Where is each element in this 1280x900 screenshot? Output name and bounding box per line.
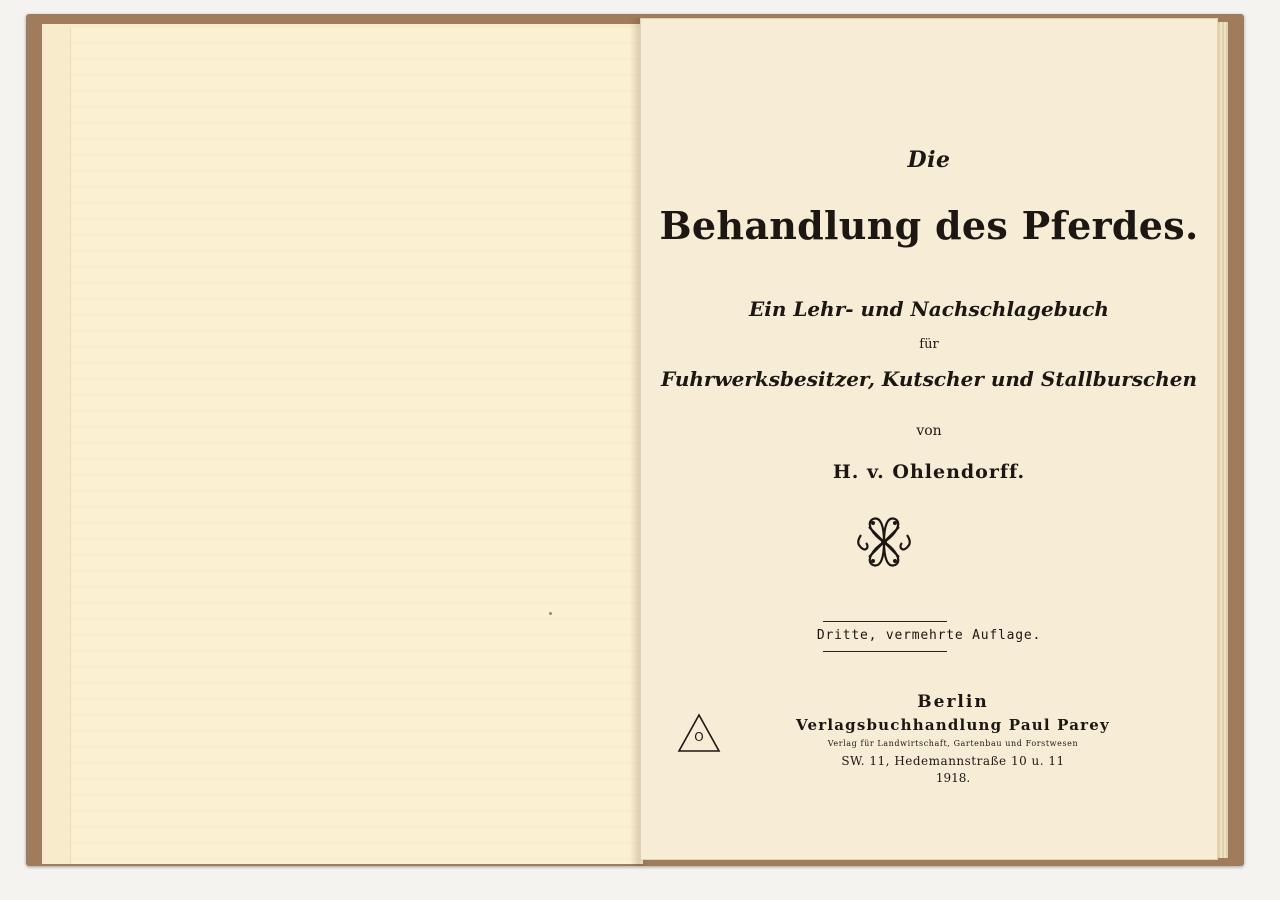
- paper-speck: [549, 612, 552, 615]
- left-blank-page: [70, 28, 643, 864]
- fleuron-ornament-icon: [855, 513, 913, 571]
- publisher-address: SW. 11, Hedemannstraße 10 u. 11: [841, 754, 1065, 768]
- publisher-subtitle: Verlag für Landwirtschaft, Gartenbau und Forstwesen: [827, 739, 1079, 748]
- author-preposition: von: [916, 423, 942, 439]
- edition-rule-bottom: [823, 651, 947, 652]
- title-small: Die: [907, 147, 951, 173]
- edition-note: Dritte, vermehrte Auflage.: [816, 628, 1042, 643]
- title-page: [640, 18, 1218, 860]
- edition-rule-top: [823, 621, 947, 622]
- publisher-mark-letter: O: [694, 730, 704, 744]
- publisher-name: Verlagsbuchhandlung Paul Parey: [796, 716, 1110, 734]
- subtitle-line-2: Fuhrwerksbesitzer, Kutscher und Stallburschen: [660, 367, 1198, 391]
- author-name: H. v. Ohlendorff.: [832, 461, 1026, 483]
- subtitle-for: für: [919, 337, 939, 352]
- book-title: Behandlung des Pferdes.: [659, 203, 1199, 248]
- publisher-city: Berlin: [917, 692, 989, 712]
- publication-year: 1918.: [935, 771, 971, 785]
- subtitle-line-1: Ein Lehr- und Nachschlagebuch: [749, 297, 1109, 321]
